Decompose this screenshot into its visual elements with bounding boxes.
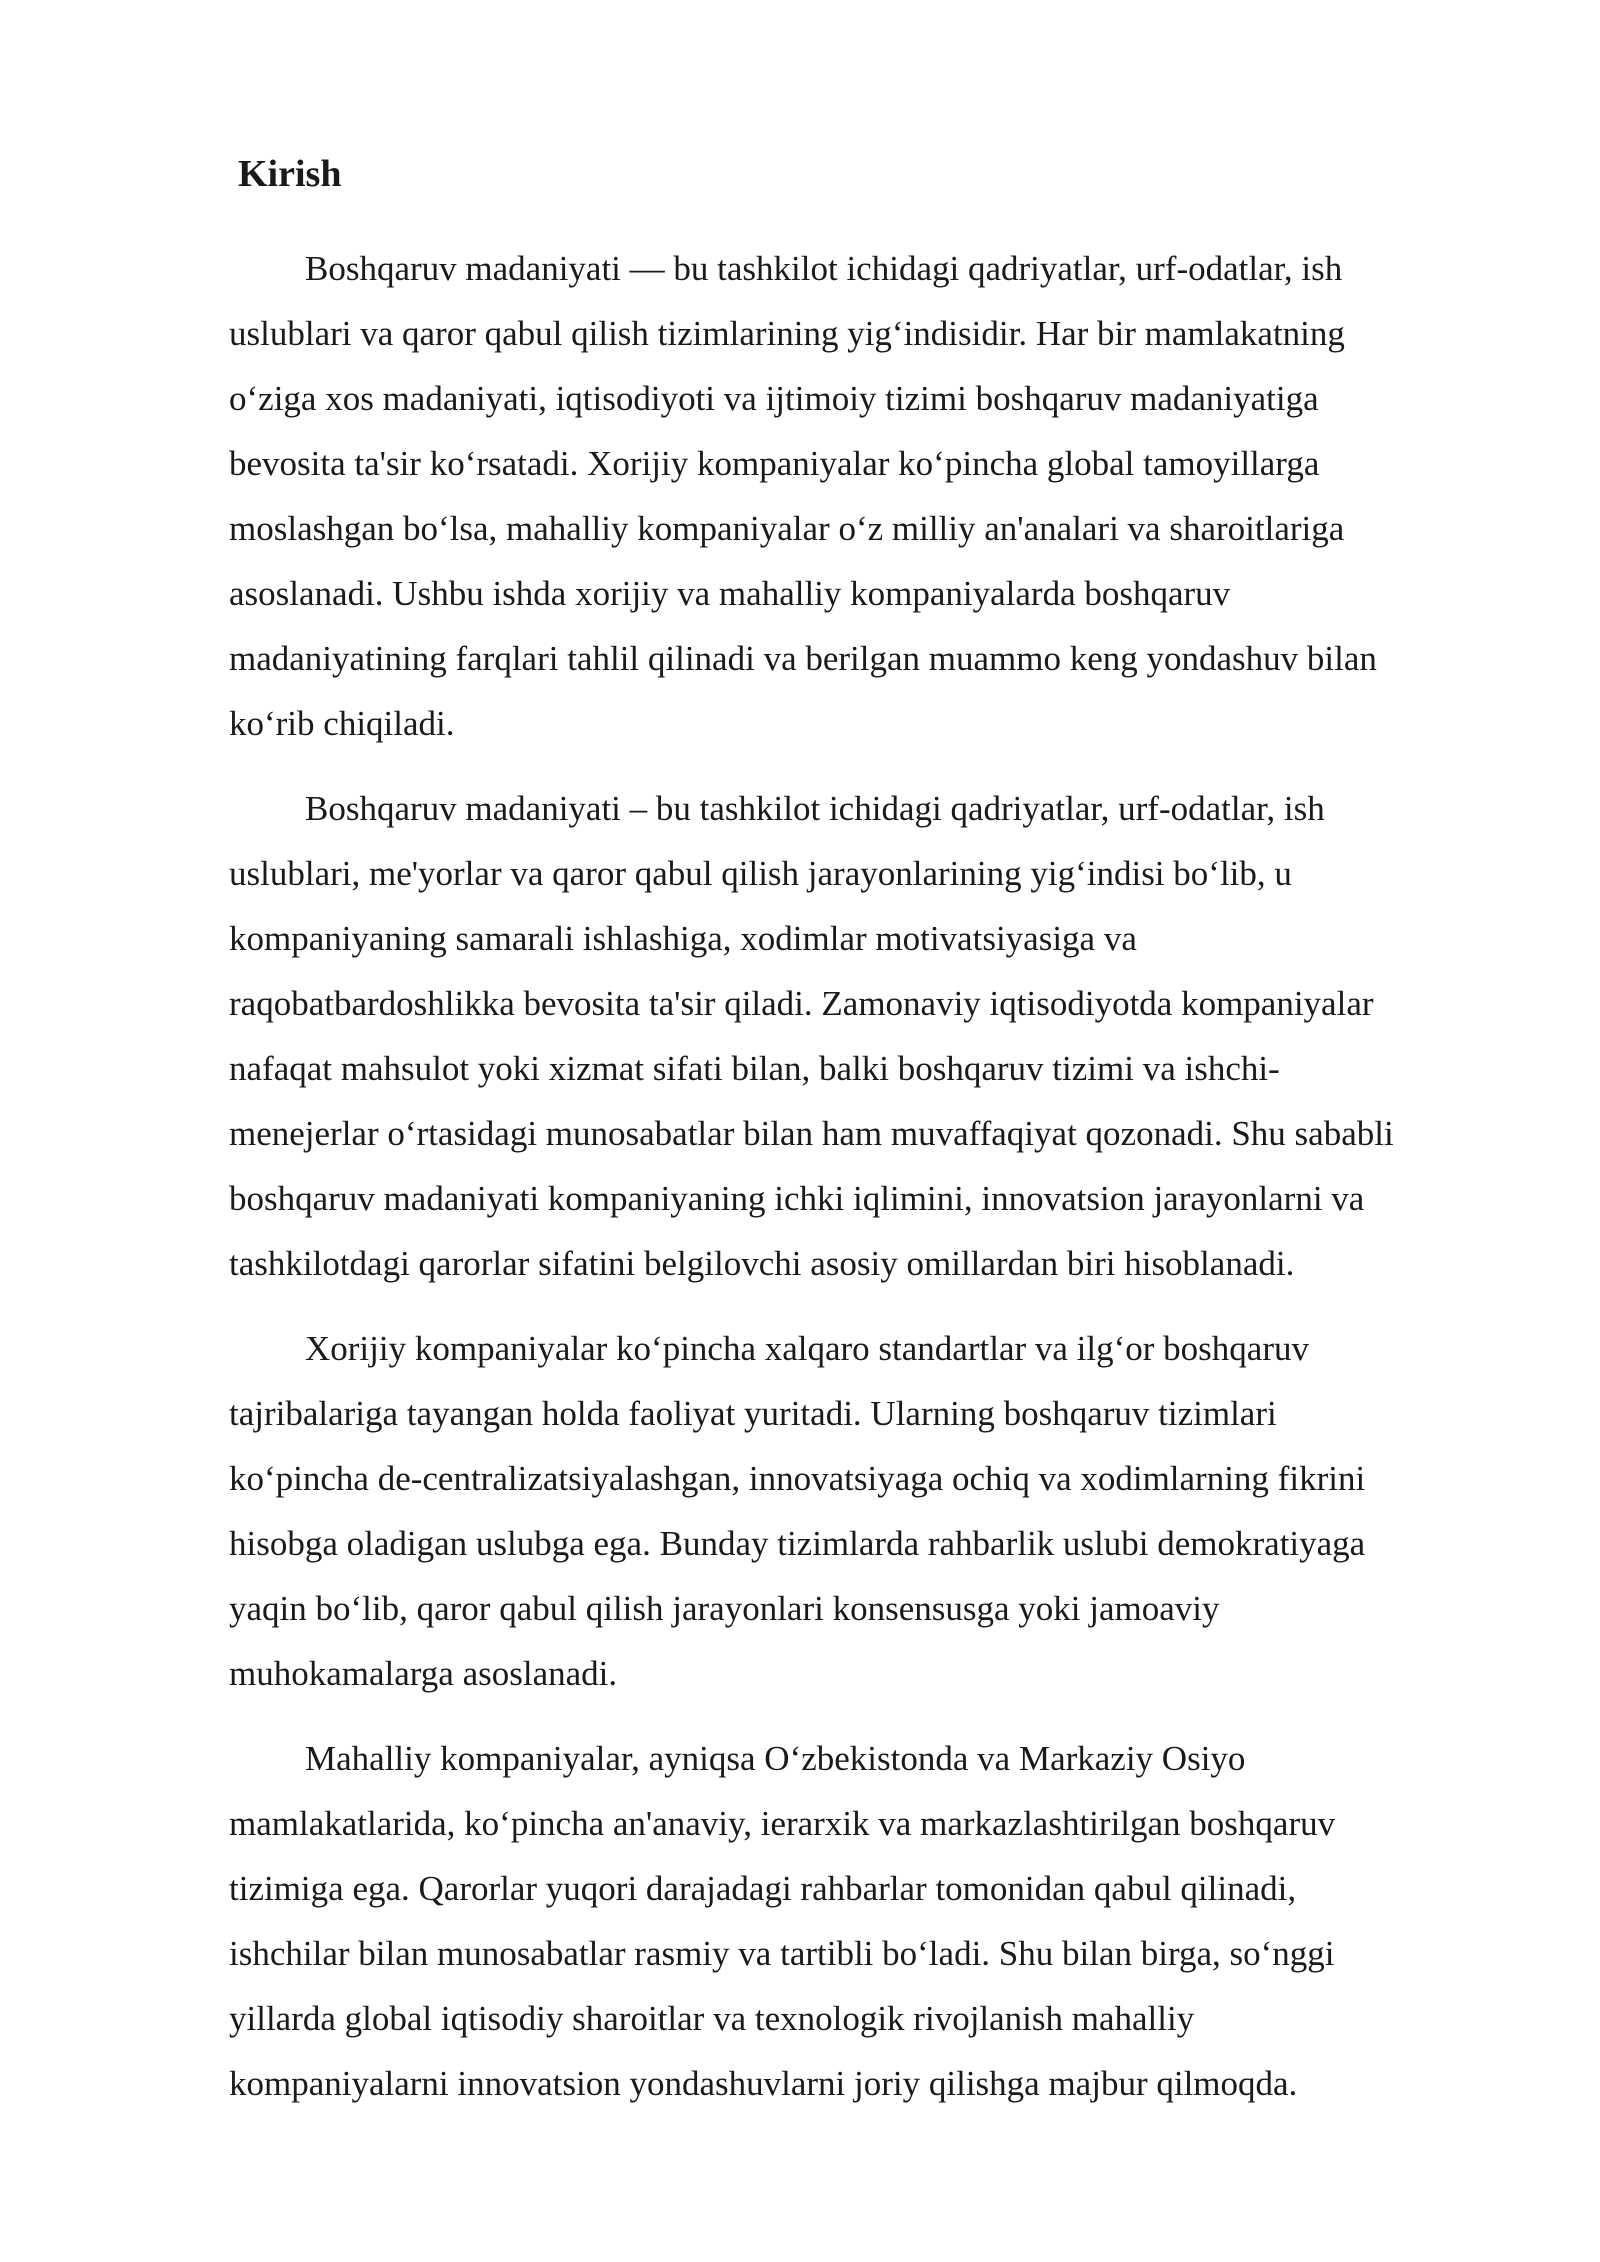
paragraph-local-companies: Mahalliy kompaniyalar, ayniqsa O‘zbekistonda va Markaziy Osiyo mamlakatlarida, ko‘pincha an'anaviy, ierarxik va markazlashtirilgan boshqaruv tizimiga ega. Qarorlar yuqori darajadagi rahbarlar tomonidan qabul qilinadi, ishchilar bilan munosabatlar rasmiy va tartibli bo‘ladi. Shu bilan birga, so‘nggi yillarda global iqtisodiy sharoitlar va texnologik rivojlanish mahalliy kompaniyalarni innovatsion yondashuvlarni joriy qilishga majbur qilmoqda.	[229, 1739, 1336, 2103]
paragraph-intro: Boshqaruv madaniyati — bu tashkilot ichidagi qadriyatlar, urf-odatlar, ish uslublari va qaror qabul qilish tizimlarining yig‘indisidir. Har bir mamlakatning o‘ziga xos madaniyati, iqtisodiyoti va ijtimoiy tizimi boshqaruv madaniyatiga bevosita ta'sir ko‘rsatadi. Xorijiy kompaniyalar ko‘pincha global tamoyillarga moslashgan bo‘lsa, mahalliy kompaniyalar o‘z milliy an'analari va sharoitlariga asoslanadi. Ushbu ishda xorijiy va mahalliy kompaniyalarda boshqaruv madaniyatining farqlari tahlil qilinadi va berilgan muammo keng yondashuv bilan ko‘rib chiqiladi.	[229, 249, 1377, 743]
paragraph-definition: Boshqaruv madaniyati – bu tashkilot ichidagi qadriyatlar, urf-odatlar, ish uslublari, me'yorlar va qaror qabul qilish jarayonlarining yig‘indisi bo‘lib, u kompaniyaning samarali ishlashiga, xodimlar motivatsiyasiga va raqobatbardoshlikka bevosita ta'sir qiladi. Zamonaviy iqtisodiyotda kompaniyalar nafaqat mahsulot yoki xizmat sifati bilan, balki boshqaruv tizimi va ishchi- menejerlar o‘rtasidagi munosabatlar bilan ham muvaffaqiyat qozonadi. Shu sababli boshqaruv madaniyati kompaniyaning ichki iqlimini, innovatsion jarayonlarni va tashkilotdagi qarorlar sifatini belgilovchi asosiy omillardan biri hisoblanadi.	[229, 789, 1394, 1283]
section-heading: Kirish	[238, 153, 342, 195]
document-body	[229, 236, 1487, 2136]
paragraph-foreign-companies: Xorijiy kompaniyalar ko‘pincha xalqaro standartlar va ilg‘or boshqaruv tajribalariga tayangan holda faoliyat yuritadi. Ularning boshqaruv tizimlari ko‘pincha de-centralizatsiyalashgan, innovatsiyaga ochiq va xodimlarning fikrini hisobga oladigan uslubga ega. Bunday tizimlarda rahbarlik uslubi demokratiyaga yaqin bo‘lib, qaror qabul qilish jarayonlari konsensusga yoki jamoaviy muhokamalarga asoslanadi.	[229, 1329, 1366, 1693]
